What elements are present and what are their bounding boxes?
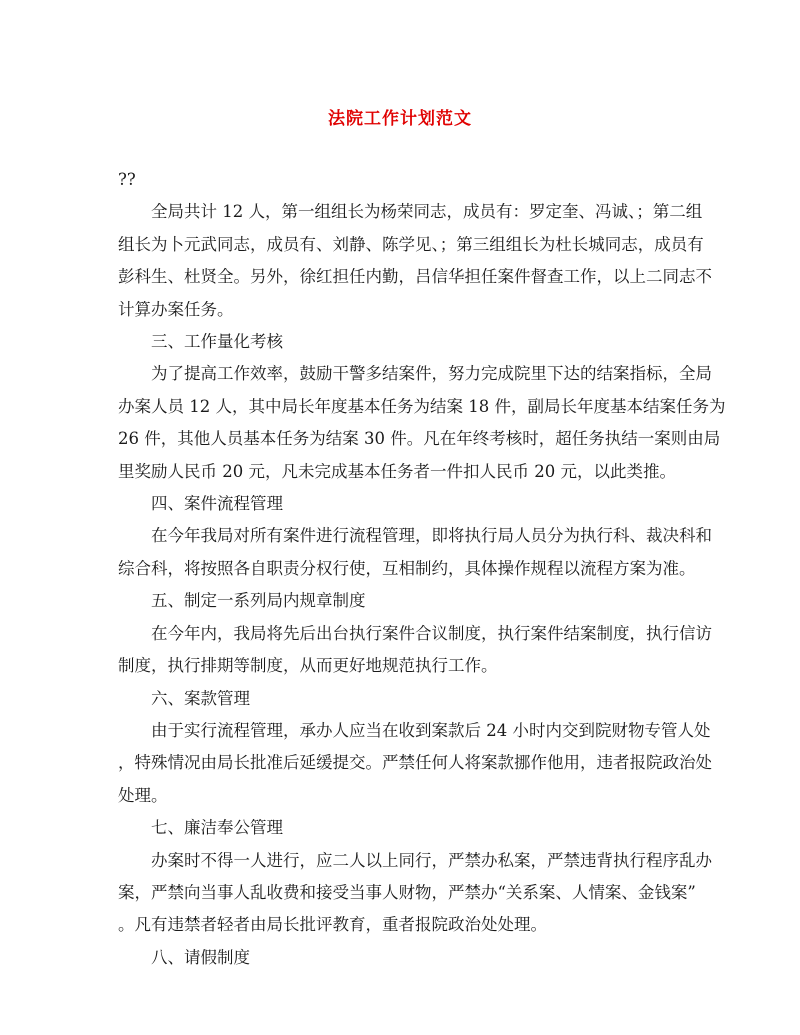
paragraph-line: 案，严禁向当事人乱收费和接受当事人财物，严禁办“关系案、人情案、金钱案” (118, 882, 696, 902)
paragraph-line: 四、案件流程管理 (151, 494, 283, 514)
document-body (118, 164, 726, 974)
body-paragraph (118, 715, 712, 812)
paragraph-line: 三、工作量化考核 (151, 332, 283, 352)
document-title: 法院工作计划范文 (328, 109, 472, 129)
paragraph-line: 计算办案任务。 (118, 299, 234, 319)
paragraph-line: 五、制定一系列局内规章制度 (151, 591, 366, 611)
body-paragraph (118, 618, 712, 683)
paragraph-line: 七、廉洁奉公管理 (151, 818, 283, 838)
body-paragraph (118, 358, 726, 488)
paragraph-line: 办案时不得一人进行，应二人以上同行，严禁办私案，严禁违背执行程序乱办 (151, 850, 712, 870)
paragraph-line: 全局共计 12 人，第一组组长为杨荣同志，成员有：罗定奎、冯诚、；第二组 (151, 202, 703, 222)
paragraph-line: 彭科生、杜贤全。另外，徐红担任内勤，吕信华担任案件督查工作，以上二同志不 (118, 267, 712, 287)
leading-marks: ?? (118, 170, 136, 189)
paragraph-line: 。凡有违禁者轻者由局长批评教育，重者报院政治处处理。 (118, 915, 547, 935)
paragraph-line: 在今年我局对所有案件进行流程管理，即将执行局人员分为执行科、裁决科和 (151, 526, 712, 546)
section-heading (118, 683, 688, 715)
paragraph-line: 为了提高工作效率，鼓励干警多结案件，努力完成院里下达的结案指标，全局 (151, 364, 712, 384)
section-heading (118, 585, 688, 617)
body-paragraph (118, 520, 712, 585)
body-paragraph (118, 196, 712, 326)
paragraph-line: 制度，执行排期等制度，从而更好地规范执行工作。 (118, 656, 498, 676)
paragraph-line: ，特殊情况由局长批准后延缓提交。严禁任何人将案款挪作他用，违者报院政治处 (118, 753, 712, 773)
paragraph-line: 26 件，其他人员基本任务为结案 30 件。凡在年终考核时，超任务执结一案则由局 (118, 429, 721, 449)
paragraph-line: 组长为卜元武同志，成员有、刘静、陈学见、；第三组组长为杜长城同志，成员有 (118, 234, 704, 254)
paragraph-line: 在今年内，我局将先后出台执行案件合议制度，执行案件结案制度，执行信访 (151, 623, 712, 643)
section-heading (118, 942, 688, 974)
section-heading (118, 488, 688, 520)
paragraph-line: 处理。 (118, 785, 168, 805)
paragraph-line: 里奖励人民币 20 元，凡未完成基本任务者一件扣人民币 20 元，以此类推。 (118, 461, 676, 481)
paragraph-line: 综合科，将按照各自职责分权行使，互相制约，具体操作规程以流程方案为准。 (118, 558, 696, 578)
paragraph-line: 六、案款管理 (151, 688, 250, 708)
paragraph-line: 由于实行流程管理，承办人应当在收到案款后 24 小时内交到院财物专管人处 (151, 720, 711, 740)
section-heading (118, 326, 688, 358)
paragraph-line: 八、请假制度 (151, 947, 250, 967)
body-paragraph (118, 845, 712, 942)
section-heading (118, 812, 688, 844)
paragraph-line: 办案人员 12 人，其中局长年度基本任务为结案 18 件，副局长年度基本结案任务为 (118, 396, 726, 416)
